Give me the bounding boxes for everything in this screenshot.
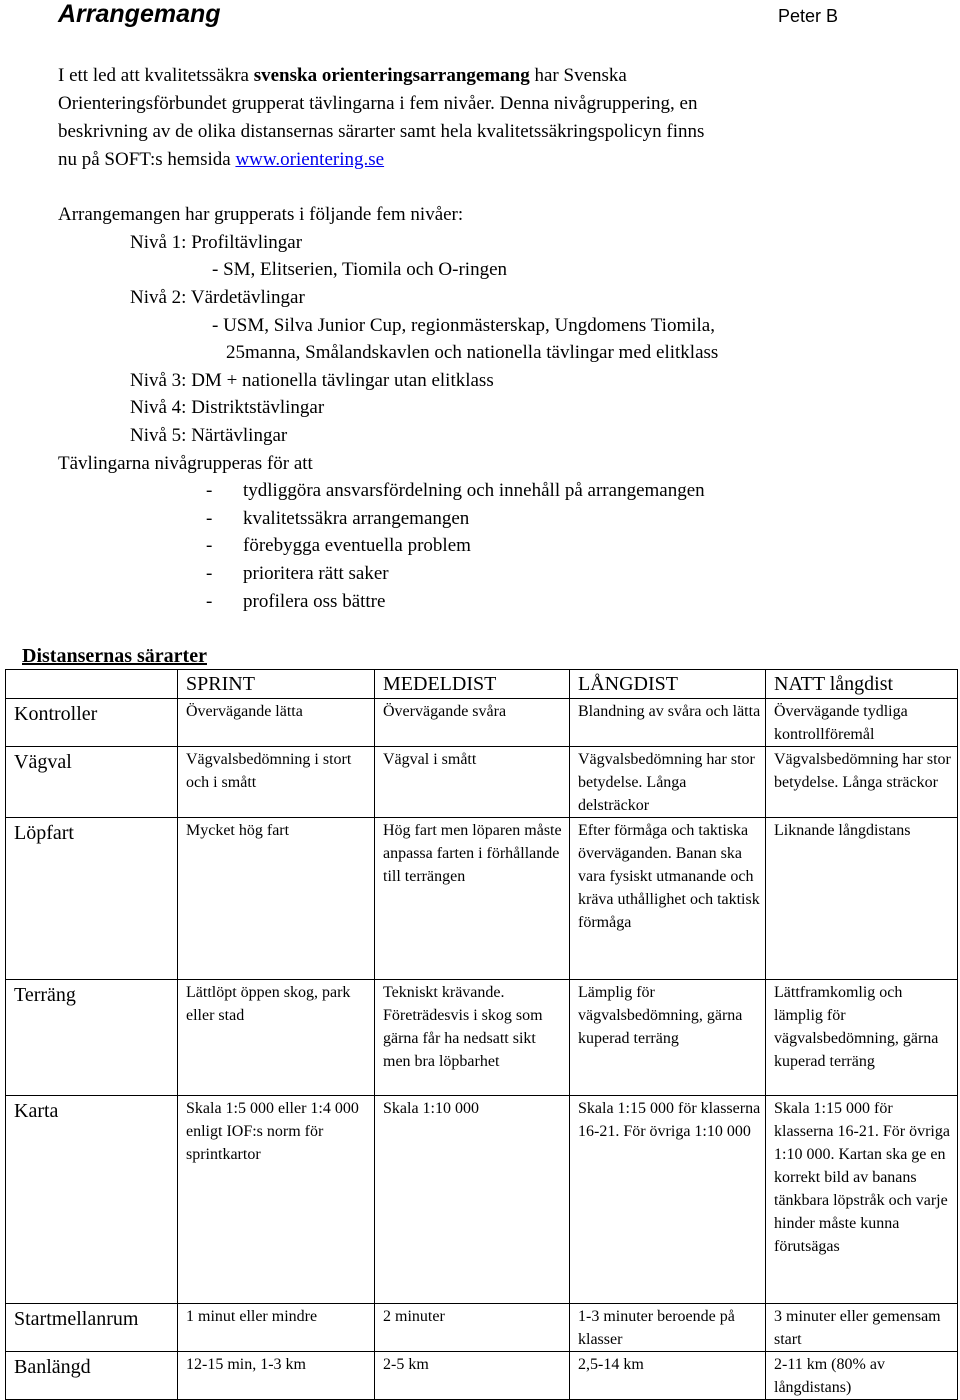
level-1-detail: - SM, Elitserien, Tiomila och O-ringen (212, 259, 508, 280)
level-1: Nivå 1: Profiltävlingar (130, 232, 303, 253)
table-header-cell: SPRINT (178, 670, 375, 699)
table-cell: 2 minuter (375, 1304, 570, 1352)
table-row (6, 818, 958, 980)
levels-intro: Arrangemangen har grupperats i följande fem nivåer: (58, 204, 464, 225)
table-row (6, 1352, 958, 1400)
table-cell: Vägvalsbedömning har stor betydelse. Långa delsträckor (570, 747, 766, 818)
table-header-row (6, 670, 958, 699)
level-2: Nivå 2: Värdetävlingar (130, 287, 305, 308)
table-cell: Lättframkomlig och lämplig för vägvalsbedömning, gärna kuperad terräng (766, 980, 958, 1096)
list-item: förebygga eventuella problem (243, 535, 471, 556)
table-cell: Övervägande svåra (375, 699, 570, 747)
row-label: Kontroller (6, 699, 178, 747)
table-cell: Skala 1:15 000 för klasserna 16-21. För övriga 1:10 000 (570, 1096, 766, 1304)
list-dash: - (206, 535, 213, 556)
table-cell: Vägvalsbedömning har stor betydelse. Långa sträckor (766, 747, 958, 818)
table-cell: Efter förmåga och taktiska överväganden. Banan ska vara fysiskt utmanande och kräva uthållighet och taktisk förmåga (570, 818, 766, 980)
level-2-detail-2: 25manna, Smålandskavlen och nationella tävlingar med elitklass (226, 342, 719, 363)
intro-line-2: Orienteringsförbundet grupperat tävlingarna i fem nivåer. Denna nivågruppering, en (58, 93, 698, 114)
table-cell: 12-15 min, 1-3 km (178, 1352, 375, 1400)
table-cell: Mycket hög fart (178, 818, 375, 980)
intro-text: nu på SOFT:s hemsida (58, 149, 236, 170)
purpose-intro: Tävlingarna nivågrupperas för att (58, 453, 313, 474)
table-cell: Blandning av svåra och lätta (570, 699, 766, 747)
table-header-cell: NATT långdist (766, 670, 958, 699)
table-cell: 3 minuter eller gemensam start (766, 1304, 958, 1352)
distances-table (5, 669, 958, 1400)
intro-line-3: beskrivning av de olika distansernas särarter samt hela kvalitetssäkringspolicyn finns (58, 121, 705, 142)
row-label: Terräng (6, 980, 178, 1096)
list-dash: - (206, 591, 213, 612)
level-5: Nivå 5: Närtävlingar (130, 425, 288, 446)
table-cell: Skala 1:5 000 eller 1:4 000 enligt IOF:s norm för sprintkartor (178, 1096, 375, 1304)
level-2-detail-1: - USM, Silva Junior Cup, regionmästerskap, Ungdomens Tiomila, (212, 315, 715, 336)
list-item: kvalitetssäkra arrangemangen (243, 508, 470, 529)
table-header-cell: LÅNGDIST (570, 670, 766, 699)
intro-text: I ett led att kvalitetssäkra (58, 65, 254, 86)
level-4: Nivå 4: Distriktstävlingar (130, 397, 325, 418)
table-header-cell (6, 670, 178, 699)
intro-bold-text: svenska orienteringsarrangemang (253, 65, 530, 86)
row-label: Startmellanrum (6, 1304, 178, 1352)
table-cell: Övervägande lätta (178, 699, 375, 747)
table-cell: 2,5-14 km (570, 1352, 766, 1400)
list-dash: - (206, 480, 213, 501)
intro-text: har Svenska (529, 65, 627, 86)
table-cell: 1 minut eller mindre (178, 1304, 375, 1352)
row-label: Banlängd (6, 1352, 178, 1400)
intro-line-4 (58, 146, 384, 174)
table-header-cell: MEDELDIST (375, 670, 570, 699)
table-row (6, 1096, 958, 1304)
table-cell: Liknande långdistans (766, 818, 958, 980)
table-cell: 2-5 km (375, 1352, 570, 1400)
table-cell: Vägvalsbedömning i stort och i smått (178, 747, 375, 818)
list-item: profilera oss bättre (243, 591, 386, 612)
table-cell: Vägval i smått (375, 747, 570, 818)
list-dash: - (206, 508, 213, 529)
list-item: prioritera rätt saker (243, 563, 389, 584)
row-label: Karta (6, 1096, 178, 1304)
row-label: Vägval (6, 747, 178, 818)
table-cell: Skala 1:10 000 (375, 1096, 570, 1304)
table-row (6, 699, 958, 747)
table-cell: Tekniskt krävande. Företrädesvis i skog som gärna får ha nedsatt sikt men bra löpbarhet (375, 980, 570, 1096)
row-label: Löpfart (6, 818, 178, 980)
table-cell: Övervägande tydliga kontrollföremål (766, 699, 958, 747)
table-cell: Skala 1:15 000 för klasserna 16-21. För övriga 1:10 000. Kartan ska ge en korrekt bild av banans tänkbara löpstråk och varje hinder måste kunna förutsägas (766, 1096, 958, 1304)
page-title: Arrangemang (58, 0, 221, 28)
distances-heading: Distansernas särarter (22, 645, 207, 667)
level-3: Nivå 3: DM + nationella tävlingar utan elitklass (130, 370, 494, 391)
table-cell: 1-3 minuter beroende på klasser (570, 1304, 766, 1352)
table-cell: Lättlöpt öppen skog, park eller stad (178, 980, 375, 1096)
intro-line-1 (58, 62, 627, 90)
table-row (6, 1304, 958, 1352)
author-name: Peter B (778, 6, 839, 26)
table-row (6, 980, 958, 1096)
list-item: tydliggöra ansvarsfördelning och innehåll på arrangemangen (243, 480, 705, 501)
list-dash: - (206, 563, 213, 584)
table-cell: 2-11 km (80% av långdistans) (766, 1352, 958, 1400)
website-link[interactable]: www.orientering.se (235, 149, 385, 170)
table-cell: Hög fart men löparen måste anpassa farten i förhållande till terrängen (375, 818, 570, 980)
table-cell: Lämplig för vägvalsbedömning, gärna kuperad terräng (570, 980, 766, 1096)
table-row (6, 747, 958, 818)
